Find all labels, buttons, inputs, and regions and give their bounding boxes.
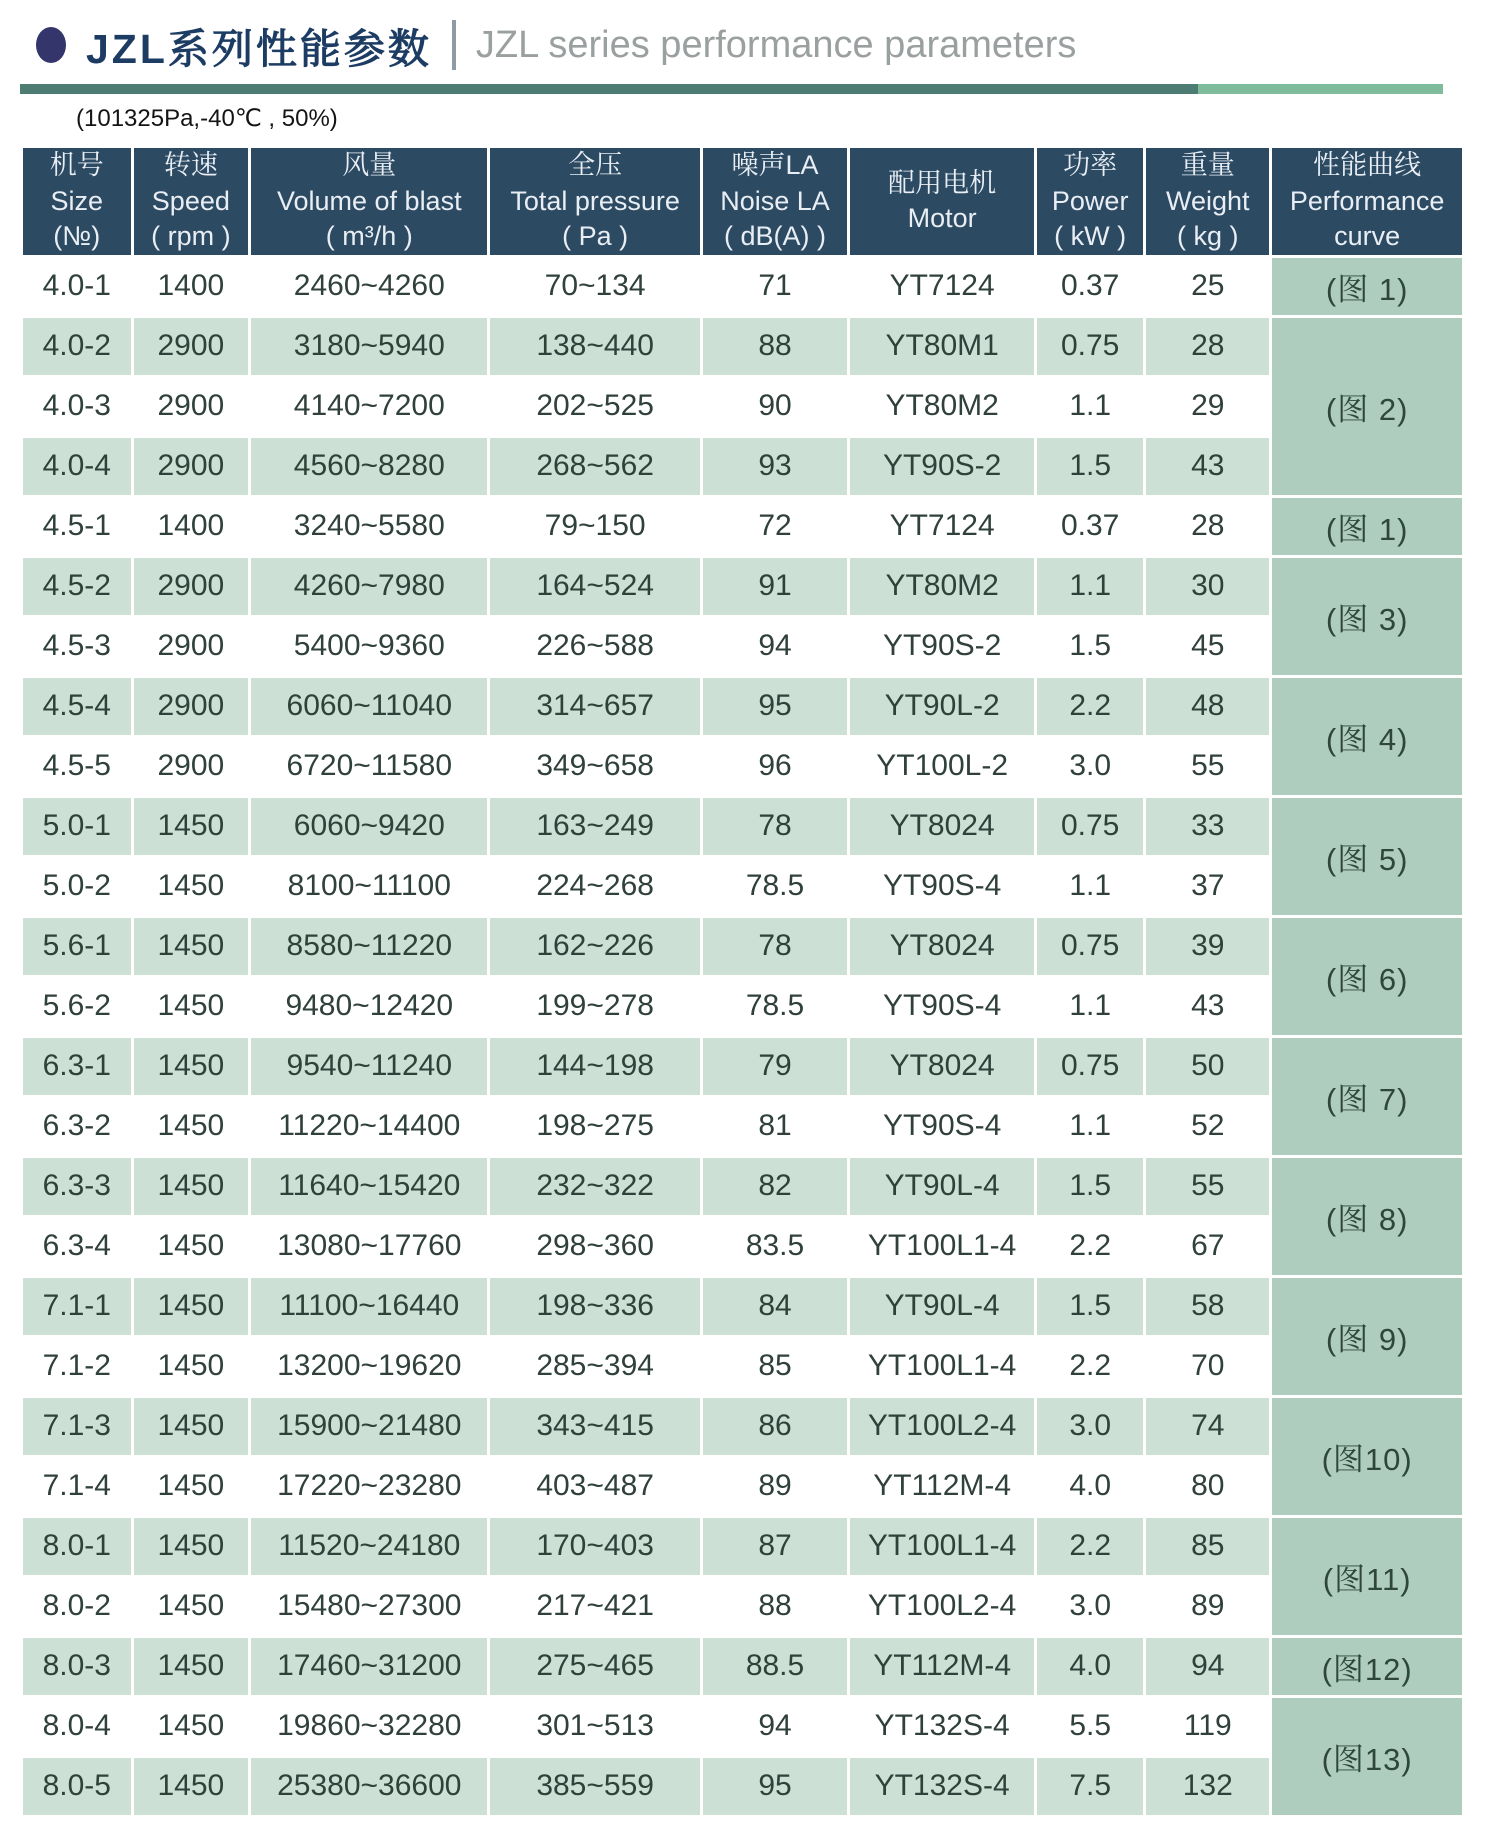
cell-power: 0.75 [1037,1038,1143,1095]
cell-size: 4.5-3 [23,618,131,675]
cell-pressure: 343~415 [490,1398,699,1455]
cell-weight: 55 [1146,738,1269,795]
cell-noise: 78 [703,918,847,975]
cell-volume: 11100~16440 [251,1278,487,1335]
cell-power: 2.2 [1037,1518,1143,1575]
col-header-speed-line3: ( rpm ) [151,221,231,252]
cell-motor: YT90L-4 [850,1278,1034,1335]
cell-power: 1.1 [1037,558,1143,615]
cell-volume: 6060~11040 [251,678,487,735]
cell-volume: 4140~7200 [251,378,487,435]
cell-motor: YT100L1-4 [850,1218,1034,1275]
cell-power: 4.0 [1037,1458,1143,1515]
col-header-volume-line2: Volume of blast [276,185,462,216]
table-row-8.0-2 [23,1578,1462,1635]
cell-noise: 86 [703,1398,847,1455]
table-row-6.3-2 [23,1098,1462,1155]
cell-motor: YT8024 [850,1038,1034,1095]
cell-volume: 2460~4260 [251,258,487,315]
cell-speed: 1450 [134,1518,249,1575]
cell-pressure: 314~657 [490,678,699,735]
cell-curve: (图11) [1272,1518,1462,1635]
cell-pressure: 301~513 [490,1698,699,1755]
cell-curve: (图 4) [1272,678,1462,795]
cell-volume: 19860~32280 [251,1698,487,1755]
table-row-8.0-5 [23,1758,1462,1815]
cell-motor: YT90S-4 [850,858,1034,915]
cell-weight: 25 [1146,258,1269,315]
cell-weight: 67 [1146,1218,1269,1275]
cell-speed: 2900 [134,438,249,495]
title-english: JZL series performance parameters [475,23,1077,66]
col-header-motor-line2: Motor [907,203,977,234]
cell-motor: YT7124 [850,498,1034,555]
cell-noise: 84 [703,1278,847,1335]
cell-noise: 78.5 [703,858,847,915]
cell-volume: 4560~8280 [251,438,487,495]
col-header-pressure [490,148,699,255]
col-header-speed-line2: Speed [151,185,230,216]
table-row-4.0-1 [23,258,1462,315]
cell-motor: YT90S-2 [850,618,1034,675]
cell-speed: 2900 [134,558,249,615]
table-row-4.5-4 [23,678,1462,735]
cell-power: 1.1 [1037,858,1143,915]
performance-table [20,145,1465,1818]
col-header-power [1037,148,1143,255]
cell-motor: YT8024 [850,918,1034,975]
cell-size: 4.5-2 [23,558,131,615]
cell-pressure: 232~322 [490,1158,699,1215]
col-header-volume-line3: ( m³/h ) [325,221,413,252]
table-row-4.0-4 [23,438,1462,495]
cell-speed: 1400 [134,258,249,315]
cell-weight: 52 [1146,1098,1269,1155]
cell-speed: 2900 [134,738,249,795]
cell-speed: 2900 [134,378,249,435]
cell-size: 6.3-2 [23,1098,131,1155]
col-header-speed-line1: 转速 [163,150,218,180]
col-header-noise-line1: 噪声LA [731,150,819,180]
cell-weight: 58 [1146,1278,1269,1335]
cell-power: 1.1 [1037,1098,1143,1155]
cell-weight: 28 [1146,498,1269,555]
cell-noise: 90 [703,378,847,435]
col-header-motor [850,148,1034,255]
col-header-size-line3: (№) [53,221,101,252]
test-condition: (101325Pa,-40℃ , 50%) [76,105,338,132]
cell-pressure: 163~249 [490,798,699,855]
cell-noise: 85 [703,1338,847,1395]
cell-volume: 9540~11240 [251,1038,487,1095]
cell-volume: 25380~36600 [251,1758,487,1815]
cell-curve: (图 1) [1272,258,1462,315]
cell-power: 3.0 [1037,1578,1143,1635]
cell-size: 8.0-1 [23,1518,131,1575]
cell-pressure: 198~275 [490,1098,699,1155]
cell-size: 7.1-3 [23,1398,131,1455]
cell-power: 0.37 [1037,258,1143,315]
col-header-curve [1272,148,1462,255]
col-header-speed [134,148,249,255]
cell-size: 6.3-3 [23,1158,131,1215]
cell-speed: 1400 [134,498,249,555]
table-row-7.1-4 [23,1458,1462,1515]
cell-pressure: 198~336 [490,1278,699,1335]
cell-speed: 1450 [134,858,249,915]
cell-noise: 78 [703,798,847,855]
cell-speed: 1450 [134,918,249,975]
cell-noise: 88 [703,318,847,375]
cell-motor: YT7124 [850,258,1034,315]
cell-power: 1.5 [1037,438,1143,495]
col-header-volume-line1: 风量 [342,150,397,180]
cell-curve: (图 9) [1272,1278,1462,1395]
cell-power: 2.2 [1037,1338,1143,1395]
table-row-7.1-3 [23,1398,1462,1455]
cell-motor: YT80M2 [850,378,1034,435]
cell-weight: 132 [1146,1758,1269,1815]
cell-power: 0.75 [1037,918,1143,975]
col-header-size-line1: 机号 [49,150,104,180]
cell-volume: 11520~24180 [251,1518,487,1575]
cell-speed: 1450 [134,1098,249,1155]
cell-size: 7.1-4 [23,1458,131,1515]
cell-power: 1.5 [1037,1158,1143,1215]
cell-curve: (图 3) [1272,558,1462,675]
cell-pressure: 275~465 [490,1638,699,1695]
col-header-curve-line2: Performance [1289,185,1445,216]
cell-noise: 94 [703,1698,847,1755]
cell-curve: (图 6) [1272,918,1462,1035]
cell-speed: 1450 [134,1338,249,1395]
table-row-6.3-4 [23,1218,1462,1275]
title-divider [452,20,456,70]
cell-pressure: 224~268 [490,858,699,915]
cell-speed: 2900 [134,318,249,375]
cell-weight: 70 [1146,1338,1269,1395]
table-row-5.6-1 [23,918,1462,975]
cell-motor: YT80M2 [850,558,1034,615]
cell-pressure: 226~588 [490,618,699,675]
cell-noise: 88.5 [703,1638,847,1695]
table-row-4.0-3 [23,378,1462,435]
cell-speed: 1450 [134,1218,249,1275]
cell-motor: YT132S-4 [850,1758,1034,1815]
cell-pressure: 385~559 [490,1758,699,1815]
cell-size: 4.0-3 [23,378,131,435]
cell-volume: 17460~31200 [251,1638,487,1695]
cell-motor: YT8024 [850,798,1034,855]
cell-weight: 45 [1146,618,1269,675]
cell-motor: YT112M-4 [850,1638,1034,1695]
cell-power: 3.0 [1037,1398,1143,1455]
page-title [20,14,1465,76]
cell-volume: 13080~17760 [251,1218,487,1275]
col-header-power-line1: 功率 [1063,150,1118,180]
col-header-power-line2: Power [1051,185,1129,216]
col-header-motor-line1: 配用电机 [888,167,997,198]
col-header-curve-line3: curve [1334,221,1401,252]
cell-pressure: 144~198 [490,1038,699,1095]
cell-pressure: 79~150 [490,498,699,555]
cell-power: 1.5 [1037,618,1143,675]
col-header-pressure-line1: 全压 [568,150,623,180]
cell-motor: YT112M-4 [850,1458,1034,1515]
cell-pressure: 349~658 [490,738,699,795]
cell-pressure: 138~440 [490,318,699,375]
cell-weight: 43 [1146,978,1269,1035]
cell-volume: 13200~19620 [251,1338,487,1395]
cell-noise: 91 [703,558,847,615]
col-header-weight-line3: ( kg ) [1177,221,1239,252]
cell-volume: 6060~9420 [251,798,487,855]
cell-weight: 50 [1146,1038,1269,1095]
cell-size: 4.5-4 [23,678,131,735]
cell-motor: YT100L2-4 [850,1398,1034,1455]
cell-pressure: 164~524 [490,558,699,615]
col-header-noise [703,148,847,255]
cell-size: 5.6-1 [23,918,131,975]
title-chinese: JZL系列性能参数 [86,25,432,72]
cell-volume: 8100~11100 [251,858,487,915]
cell-size: 6.3-4 [23,1218,131,1275]
cell-speed: 1450 [134,1158,249,1215]
table-row-6.3-3 [23,1158,1462,1215]
title-underline-light-segment [1198,84,1444,94]
cell-curve: (图13) [1272,1698,1462,1815]
cell-weight: 48 [1146,678,1269,735]
table-row-8.0-3 [23,1638,1462,1695]
cell-pressure: 403~487 [490,1458,699,1515]
cell-weight: 55 [1146,1158,1269,1215]
cell-noise: 81 [703,1098,847,1155]
cell-speed: 1450 [134,1758,249,1815]
cell-size: 4.5-5 [23,738,131,795]
table-row-7.1-1 [23,1278,1462,1335]
cell-pressure: 202~525 [490,378,699,435]
cell-pressure: 285~394 [490,1338,699,1395]
cell-noise: 72 [703,498,847,555]
cell-weight: 94 [1146,1638,1269,1695]
cell-size: 4.0-4 [23,438,131,495]
cell-size: 8.0-4 [23,1698,131,1755]
cell-size: 8.0-5 [23,1758,131,1815]
cell-power: 5.5 [1037,1698,1143,1755]
cell-curve: (图 2) [1272,318,1462,495]
cell-curve: (图12) [1272,1638,1462,1695]
cell-size: 4.0-2 [23,318,131,375]
cell-power: 4.0 [1037,1638,1143,1695]
cell-noise: 87 [703,1518,847,1575]
col-header-pressure-line3: ( Pa ) [562,221,629,252]
title-underline-dark-segment [20,84,1198,94]
cell-motor: YT100L1-4 [850,1518,1034,1575]
table-header-row [23,148,1462,255]
cell-noise: 71 [703,258,847,315]
cell-power: 2.2 [1037,678,1143,735]
col-header-weight-line1: 重量 [1180,150,1235,180]
cell-motor: YT100L-2 [850,738,1034,795]
cell-noise: 94 [703,618,847,675]
cell-power: 1.1 [1037,378,1143,435]
cell-motor: YT90S-4 [850,1098,1034,1155]
table-row-5.6-2 [23,978,1462,1035]
cell-power: 7.5 [1037,1758,1143,1815]
cell-pressure: 162~226 [490,918,699,975]
col-header-curve-line1: 性能曲线 [1313,150,1422,180]
cell-noise: 83.5 [703,1218,847,1275]
cell-pressure: 268~562 [490,438,699,495]
cell-motor: YT90S-2 [850,438,1034,495]
table-row-8.0-1 [23,1518,1462,1575]
col-header-noise-line2: Noise LA [720,185,830,216]
cell-weight: 119 [1146,1698,1269,1755]
cell-power: 1.1 [1037,978,1143,1035]
cell-size: 7.1-1 [23,1278,131,1335]
cell-speed: 1450 [134,1278,249,1335]
cell-weight: 33 [1146,798,1269,855]
col-header-volume [251,148,487,255]
cell-size: 5.0-2 [23,858,131,915]
col-header-size-line2: Size [50,185,104,216]
cell-weight: 30 [1146,558,1269,615]
col-header-weight-line2: Weight [1166,185,1250,216]
cell-size: 6.3-1 [23,1038,131,1095]
cell-pressure: 298~360 [490,1218,699,1275]
cell-noise: 79 [703,1038,847,1095]
cell-speed: 1450 [134,1698,249,1755]
cell-motor: YT100L2-4 [850,1578,1034,1635]
cell-weight: 37 [1146,858,1269,915]
table-row-6.3-1 [23,1038,1462,1095]
cell-curve: (图10) [1272,1398,1462,1515]
col-header-size [23,148,131,255]
cell-volume: 15900~21480 [251,1398,487,1455]
cell-speed: 1450 [134,1578,249,1635]
cell-weight: 80 [1146,1458,1269,1515]
cell-weight: 29 [1146,378,1269,435]
cell-speed: 1450 [134,1458,249,1515]
cell-speed: 1450 [134,978,249,1035]
cell-noise: 95 [703,1758,847,1815]
title-underline [20,84,1465,94]
cell-noise: 82 [703,1158,847,1215]
col-header-noise-line3: ( dB(A) ) [724,221,827,252]
cell-noise: 88 [703,1578,847,1635]
cell-motor: YT90L-2 [850,678,1034,735]
cell-power: 0.75 [1037,798,1143,855]
cell-motor: YT90L-4 [850,1158,1034,1215]
table-row-4.5-1 [23,498,1462,555]
cell-speed: 1450 [134,1638,249,1695]
cell-curve: (图 8) [1272,1158,1462,1275]
cell-volume: 11220~14400 [251,1098,487,1155]
cell-weight: 39 [1146,918,1269,975]
cell-size: 8.0-3 [23,1638,131,1695]
cell-speed: 1450 [134,798,249,855]
cell-curve: (图 5) [1272,798,1462,915]
table-row-8.0-4 [23,1698,1462,1755]
table-row-4.5-3 [23,618,1462,675]
cell-speed: 1450 [134,1038,249,1095]
cell-weight: 28 [1146,318,1269,375]
cell-curve: (图 1) [1272,498,1462,555]
cell-power: 3.0 [1037,738,1143,795]
cell-motor: YT80M1 [850,318,1034,375]
cell-speed: 1450 [134,1398,249,1455]
cell-noise: 89 [703,1458,847,1515]
cell-power: 0.37 [1037,498,1143,555]
table-row-5.0-2 [23,858,1462,915]
cell-motor: YT90S-4 [850,978,1034,1035]
cell-volume: 15480~27300 [251,1578,487,1635]
cell-volume: 5400~9360 [251,618,487,675]
bullet-icon [36,27,66,63]
cell-motor: YT132S-4 [850,1698,1034,1755]
cell-size: 5.6-2 [23,978,131,1035]
cell-size: 4.5-1 [23,498,131,555]
cell-power: 2.2 [1037,1218,1143,1275]
cell-weight: 89 [1146,1578,1269,1635]
table-row-7.1-2 [23,1338,1462,1395]
cell-volume: 17220~23280 [251,1458,487,1515]
cell-size: 4.0-1 [23,258,131,315]
cell-volume: 3240~5580 [251,498,487,555]
cell-speed: 2900 [134,618,249,675]
table-row-5.0-1 [23,798,1462,855]
table-row-4.5-2 [23,558,1462,615]
cell-pressure: 199~278 [490,978,699,1035]
cell-weight: 74 [1146,1398,1269,1455]
cell-size: 7.1-2 [23,1338,131,1395]
cell-noise: 93 [703,438,847,495]
cell-volume: 6720~11580 [251,738,487,795]
cell-weight: 85 [1146,1518,1269,1575]
cell-noise: 78.5 [703,978,847,1035]
cell-speed: 2900 [134,678,249,735]
cell-power: 0.75 [1037,318,1143,375]
cell-noise: 96 [703,738,847,795]
cell-size: 8.0-2 [23,1578,131,1635]
cell-pressure: 170~403 [490,1518,699,1575]
col-header-power-line3: ( kW ) [1054,221,1127,252]
cell-curve: (图 7) [1272,1038,1462,1155]
cell-motor: YT100L1-4 [850,1338,1034,1395]
cell-volume: 11640~15420 [251,1158,487,1215]
cell-volume: 4260~7980 [251,558,487,615]
cell-weight: 43 [1146,438,1269,495]
cell-pressure: 70~134 [490,258,699,315]
col-header-weight [1146,148,1269,255]
table-row-4.5-5 [23,738,1462,795]
cell-pressure: 217~421 [490,1578,699,1635]
cell-volume: 8580~11220 [251,918,487,975]
cell-volume: 9480~12420 [251,978,487,1035]
col-header-pressure-line2: Total pressure [510,185,680,216]
table-row-4.0-2 [23,318,1462,375]
cell-volume: 3180~5940 [251,318,487,375]
cell-noise: 95 [703,678,847,735]
cell-power: 1.5 [1037,1278,1143,1335]
cell-size: 5.0-1 [23,798,131,855]
